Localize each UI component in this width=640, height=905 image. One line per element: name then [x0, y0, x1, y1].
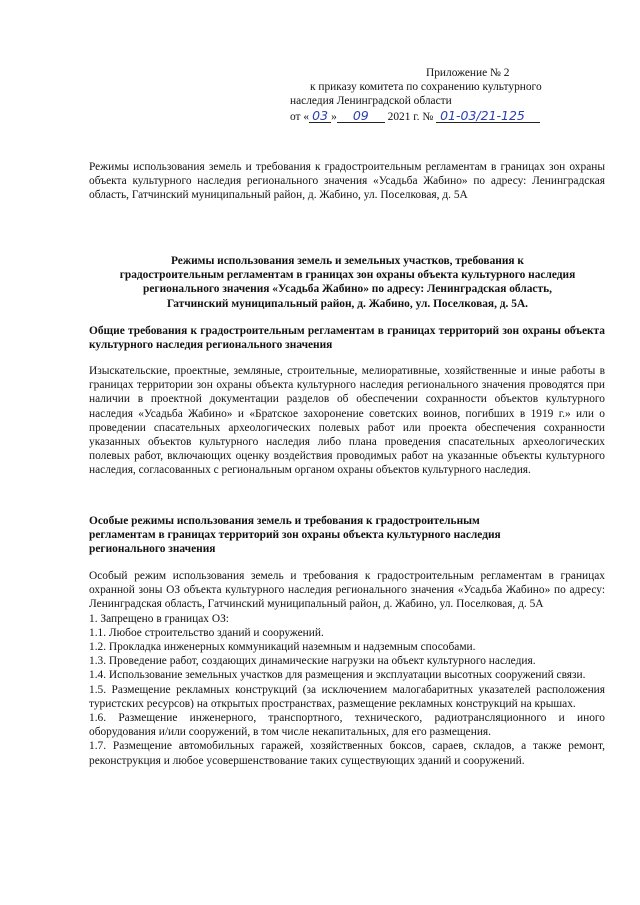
section-2-heading	[89, 514, 559, 557]
list-item: 1. Запрещено в границах ОЗ:	[89, 612, 229, 625]
handwritten-day: 03	[309, 109, 331, 123]
list-item: 1.4. Использование земельных участков для размещения и эксплуатации высотных сооружений связи.	[89, 669, 586, 682]
date-mid: »	[331, 110, 337, 123]
heading-line: Особые режимы использования земель и требования к градостроительным	[89, 515, 480, 527]
list-item: 1.1. Любое строительство зданий и сооружений.	[89, 626, 324, 639]
appendix-label: Приложение № 2	[426, 67, 510, 79]
order-reference: к приказу комитета по сохранению культурного	[310, 81, 542, 94]
list-item: 1.5. Размещение рекламных конструкций (за исключением малогабаритных указателей расположения туристских ресурсов) на открытых пространствах, размещение рекламных конструкций на крышах.	[89, 683, 605, 710]
section-1-heading: Общие требования к градостроительным регламентам в границах территорий зон охраны объекта культурного наследия регионального значения	[89, 325, 605, 352]
list-item: 1.2. Прокладка инженерных коммуникаций наземным и надземным способами.	[89, 641, 476, 654]
list-item: 1.6. Размещение инженерного, транспортного, технического, радиотрансляционного и иного оборудования и/или сооружений, в том числе некапитальных, для его размещения.	[89, 712, 605, 739]
document-title	[60, 254, 635, 311]
intro-paragraph: Режимы использования земель и требования к градостроительным регламентам в границах зон охраны объекта культурного наследия регионального значения «Усадьба Жабино» по адресу: Ленинградская область, Гатчинский муниципальный район, д. Жабино, ул. Поселковая, д. 5А	[89, 161, 605, 202]
title-line: Гатчинский муниципальный район, д. Жабино, ул. Поселковая, д. 5А.	[166, 297, 529, 310]
date-prefix: от «	[290, 110, 310, 123]
date-year: 2021 г. №	[387, 110, 434, 123]
order-date-line	[290, 109, 610, 124]
heading-line: регионального значения	[89, 543, 216, 556]
heading-line: регламентам в границах территорий зон охраны объекта культурного наследия	[89, 529, 501, 542]
organization-line: наследия Ленинградской области	[290, 95, 452, 108]
title-line: регионального значения «Усадьба Жабино» по адресу: Ленинградская область,	[143, 283, 552, 296]
list-item: 1.7. Размещение автомобильных гаражей, хозяйственных боксов, сараев, складов, а также ремонт, реконструкция и любое усовершенствование таких существующих зданий и сооружений.	[89, 740, 605, 767]
section-2-intro: Особый режим использования земель и требования к градостроительным регламентам в границах охранной зоны ОЗ объекта культурного наследия регионального значения «Усадьба Жабино» по адресу: Ленинградская область, Гатчинский муниципальный район, д. Жабино, ул. Поселковая, д. 5А	[89, 570, 605, 611]
handwritten-month: 09	[337, 109, 385, 123]
title-line: градостроительным регламентам в границах зон охраны объекта культурного наследия	[119, 269, 576, 282]
appendix-header	[290, 66, 610, 124]
section-1-body: Изыскательские, проектные, земляные, строительные, мелиоративные, хозяйственные и иные работы в границах территории зон охраны объекта культурного наследия регионального значения проводятся при наличии в проектной документации разделов об обеспечении сохранности объектов культурного наследия «Усадьба Жабино» и «Братское захоронение советских воинов, погибших в 1919 г.» или о проведении спасательных археологических полевых работ или проекта обеспечения сохранности указанных объектов культурного наследия либо плана проведения спасательных археологических полевых работ, включающих оценку воздействия проводимых работ на указанные объекты культурного наследия, согласованных с региональным органом охраны объектов культурного наследия.	[89, 365, 605, 477]
section-2-body	[89, 569, 605, 768]
handwritten-order-number: 01-03/21-125	[436, 109, 540, 123]
title-line: Режимы использования земель и земельных участков, требования к	[171, 255, 524, 267]
list-item: 1.3. Проведение работ, создающих динамические нагрузки на объект культурного наследия.	[89, 655, 536, 668]
